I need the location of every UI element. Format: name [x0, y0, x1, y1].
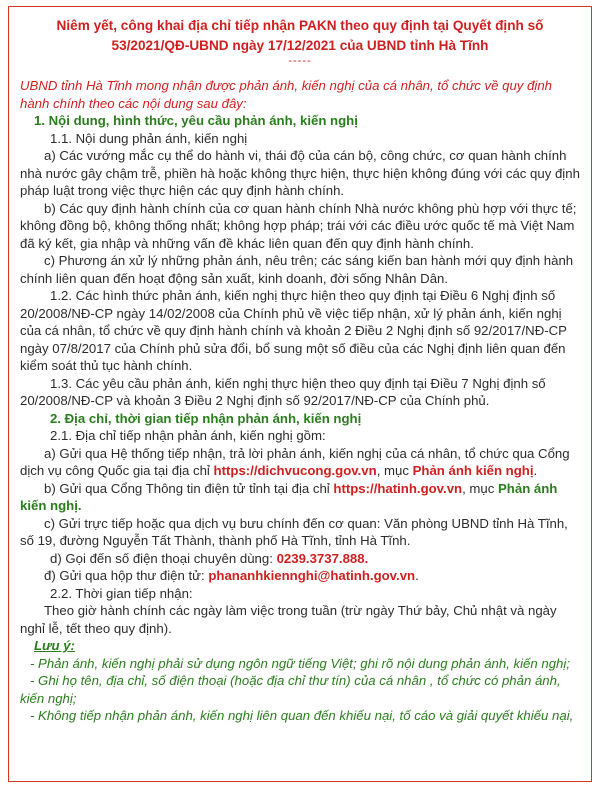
- dichvucong-link[interactable]: https://dichvucong.gov.vn: [213, 463, 377, 478]
- notice-title-line2: 53/2021/QĐ-UBND ngày 17/12/2021 của UBND tỉnh Hà Tĩnh: [111, 38, 489, 53]
- note-item: - Phản ánh, kiến nghị phải sử dụng ngôn ngữ tiếng Việt; ghi rõ nội dung phản ánh, kiến nghị;: [30, 655, 570, 671]
- item-b-mid: , mục: [462, 480, 495, 496]
- email-link[interactable]: phananhkiennghi@hatinh.gov.vn: [208, 568, 416, 583]
- section1-1-heading: 1.1. Nội dung phản ánh, kiến nghị: [50, 130, 248, 146]
- section2-2-text: Theo giờ hành chính các ngày làm việc trong tuần (trừ ngày Thứ bảy, Chủ nhật và ngày nghỉ lễ, tết theo quy định).: [20, 603, 557, 636]
- intro-paragraph: UBND tỉnh Hà Tĩnh mong nhận được phản ánh, kiến nghị của cá nhân, tổ chức về quy định hành chính theo các nội dung sau đây:: [20, 78, 552, 111]
- section2-heading: 2. Địa chỉ, thời gian tiếp nhận phản ánh, kiến nghị: [50, 410, 362, 426]
- item-b-section: Phản ánh kiến nghị.: [20, 480, 558, 513]
- note-item: - Ghi họ tên, địa chỉ, số điện thoại (hoặc địa chỉ thư tín) của cá nhân , tổ chức có phản ánh, kiến nghị;: [20, 673, 561, 706]
- item-d-text: d) Gọi đến số điện thoại chuyên dùng:: [50, 550, 273, 566]
- title-decoration: -----: [288, 55, 312, 67]
- hatinh-link[interactable]: https://hatinh.gov.vn: [333, 480, 463, 496]
- section1-item-a: a) Các vướng mắc cụ thể do hành vi, thái độ của cán bộ, công chức, cơ quan hành chính nhà nước gây chậm trễ, phiền hà hoặc không thực hiện, thực hiện không đúng với các quy định pháp luật trong việc thực hiện các quy định hành chính.: [20, 148, 580, 198]
- notice-title-line1: Niêm yết, công khai địa chỉ tiếp nhận PAKN theo quy định tại Quyết định số: [56, 18, 544, 33]
- hotline-number[interactable]: 0239.3737.888.: [276, 550, 369, 566]
- section2-item-b: [20, 480, 580, 515]
- section2-item-e: [20, 567, 580, 585]
- note-item: - Không tiếp nhận phản ánh, kiến nghị liên quan đến khiếu nại, tố cáo và giải quyết khiếu nại,: [30, 708, 574, 723]
- item-a-mid: , mục: [376, 463, 409, 478]
- notice-board: [8, 6, 592, 782]
- item-b-text: b) Gửi qua Cổng Thông tin điện tử tỉnh tại địa chỉ: [44, 480, 330, 496]
- section1-2-paragraph: 1.2. Các hình thức phản ánh, kiến nghị thực hiện theo quy định tại Điều 6 Nghị định số 20/2008/NĐ-CP ngày 14/02/2008 của Chính phủ về việc tiếp nhận, xử lý phản ánh, kiến nghị của cá nhân, tổ chức về quy định hành chính và khoản 2 Điều 2 Nghị định số 92/2017/NĐ-CP ngày 07/8/2017 của Chính phủ sửa đổi, bổ sung một số điều của các Nghị định liên quan đến kiểm soát thủ tục hành chính.: [20, 288, 567, 373]
- item-e-end: .: [415, 568, 419, 583]
- section2-2-heading: 2.2. Thời gian tiếp nhận:: [50, 585, 193, 601]
- item-a-text: a) Gửi qua Hệ thống tiếp nhận, trả lời phản ánh, kiến nghị của cá nhân, tổ chức qua Cổng dịch vụ công Quốc gia tại địa chỉ: [20, 445, 570, 478]
- item-a-section: Phản ánh kiến nghị: [412, 463, 534, 478]
- item-e-text: đ) Gửi qua hộp thư điện tử:: [44, 568, 205, 583]
- section2-item-a: [20, 445, 580, 480]
- section1-item-b: b) Các quy định hành chính của cơ quan hành chính Nhà nước không phù hợp với thực tế; không đồng bộ, không thống nhất; không hợp pháp; trái với các điều ước quốc tế mà Việt Nam đã ký kết, gia nhập và những vấn đề khác liên quan đến quy định hành chính.: [20, 200, 577, 251]
- section1-item-c: c) Phương án xử lý những phản ánh, nêu trên; các sáng kiến ban hành mới quy định hành chính liên quan đến hoạt động sản xuất, kinh doanh, đời sống Nhân Dân.: [20, 253, 574, 286]
- item-a-end: .: [533, 463, 538, 478]
- section1-3-paragraph: 1.3. Các yêu cầu phản ánh, kiến nghị thực hiện theo quy định tại Điều 7 Nghị định số 20/2008/NĐ-CP và khoản 3 Điều 2 Nghị định số 92/2017/NĐ-CP của Chính phủ.: [20, 375, 546, 408]
- section2-1-heading: 2.1. Địa chỉ tiếp nhận phản ánh, kiến nghị gồm:: [50, 428, 326, 443]
- section2-item-d: [20, 550, 580, 568]
- section1-heading: 1. Nội dung, hình thức, yêu cầu phản ánh, kiến nghị: [34, 113, 358, 128]
- section2-item-c: c) Gửi trực tiếp hoặc qua dịch vụ bưu chính đến cơ quan: Văn phòng UBND tỉnh Hà Tĩnh, số 19, đường Nguyễn Tất Thành, thành phố Hà Tĩnh, tỉnh Hà Tĩnh.: [20, 515, 568, 548]
- notes-heading: Lưu ý:: [34, 638, 75, 653]
